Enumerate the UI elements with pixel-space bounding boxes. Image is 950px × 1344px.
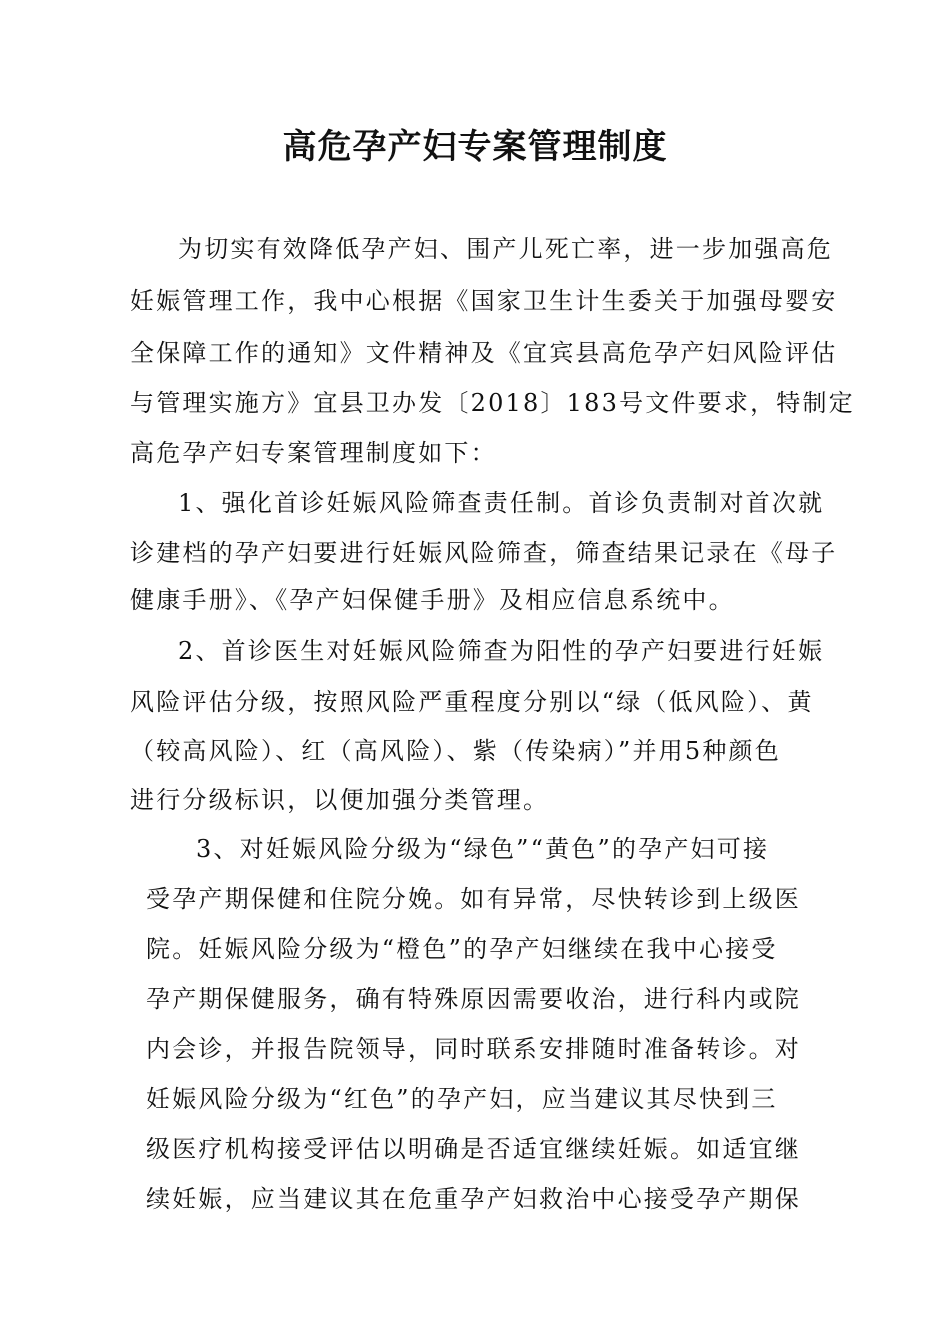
intro-line: 为切实有效降低孕产妇、围产儿死亡率，进一步加强高危	[178, 235, 833, 263]
item-3-line: 院。妊娠风险分级为“橙色”的孕产妇继续在我中心接受	[146, 935, 778, 963]
item-3-line: 级医疗机构接受评估以明确是否适宜继续妊娠。如适宜继	[146, 1135, 801, 1163]
intro-line: 高危孕产妇专案管理制度如下：	[130, 439, 497, 467]
intro-line: 全保障工作的通知》文件精神及《宜宾县高危孕产妇风险评估	[130, 339, 838, 367]
item-1-line: 诊建档的孕产妇要进行妊娠风险筛查，筛查结果记录在《母子	[130, 539, 838, 567]
item-3-line: 内会诊，并报告院领导，同时联系安排随时准备转诊。对	[146, 1035, 801, 1063]
intro-line: 与管理实施方》宜县卫办发〔2018〕183号文件要求，特制定	[130, 389, 855, 417]
item-2-line: 风险评估分级，按照风险严重程度分别以“绿（低风险）、黄	[130, 688, 814, 716]
item-3-line: 3、对妊娠风险分级为“绿色”“黄色”的孕产妇可接	[196, 835, 770, 863]
intro-line: 妊娠管理工作，我中心根据《国家卫生计生委关于加强母婴安	[130, 287, 838, 315]
document-title: 高危孕产妇专案管理制度	[282, 127, 668, 167]
item-3-line: 受孕产期保健和住院分娩。如有异常，尽快转诊到上级医	[146, 885, 801, 913]
item-1-line: 健康手册》、《孕产妇保健手册》及相应信息系统中。	[130, 586, 735, 614]
item-3-line: 续妊娠，应当建议其在危重孕产妇救治中心接受孕产期保	[146, 1185, 801, 1213]
item-2-line: 进行分级标识，以便加强分类管理。	[130, 786, 550, 814]
item-2-line: 2、首诊医生对妊娠风险筛查为阳性的孕产妇要进行妊娠	[178, 637, 825, 665]
item-2-line: （较高风险）、红（高风险）、紫（传染病）”并用5种颜色	[130, 737, 781, 765]
item-3-line: 妊娠风险分级为“红色”的孕产妇，应当建议其尽快到三	[146, 1085, 778, 1113]
item-1-line: 1、强化首诊妊娠风险筛查责任制。首诊负责制对首次就	[178, 489, 825, 517]
item-3-line: 孕产期保健服务，确有特殊原因需要收治，进行科内或院	[146, 985, 801, 1013]
